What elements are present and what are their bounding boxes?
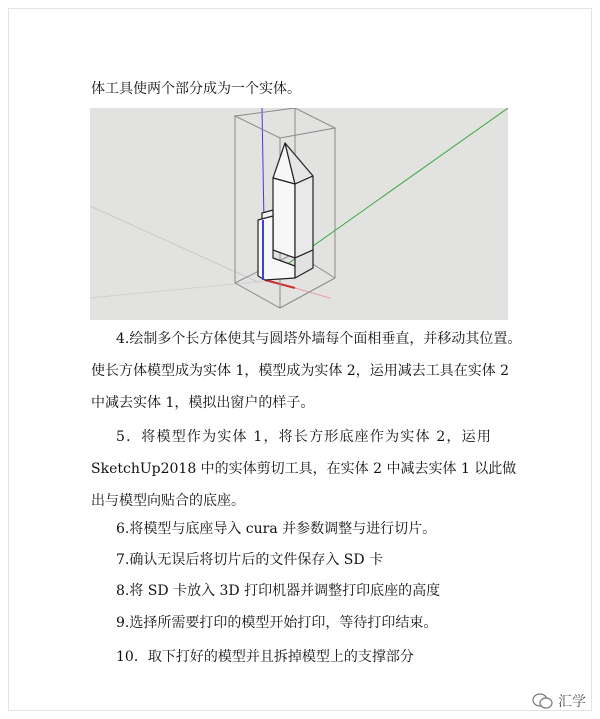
- model-figure: [90, 108, 508, 320]
- watermark-text: 汇学: [558, 694, 586, 710]
- wechat-icon: [532, 692, 554, 710]
- step-8: 8.将 SD 卡放入 3D 打印机器并调整打印底座的高度: [116, 583, 441, 599]
- step-9: 9.选择所需要打印的模型开始打印，等待打印结束。: [116, 615, 438, 631]
- step-6: 6.将模型与底座导入 cura 并参数调整与进行切片。: [116, 521, 437, 537]
- watermark: [532, 691, 586, 711]
- step-4-line-2: 使长方体模型成为实体 1，模型成为实体 2，运用减去工具在实体 2: [91, 363, 510, 379]
- step-4-line-3: 中减去实体 1，模拟出窗户的样子。: [91, 395, 315, 411]
- step-5-line-1: 5．将模型作为实体 1，将长方形底座作为实体 2，运用: [116, 429, 493, 445]
- step-5-line-2: SketchUp2018 中的实体剪切工具，在实体 2 中减去实体 1 以此做: [91, 461, 517, 477]
- sketchup-3d-model-icon: [90, 108, 508, 320]
- step-10: 10．取下打好的模型并且拆掉模型上的支撑部分: [116, 649, 414, 665]
- step-4-line-1: 4.绘制多个长方体使其与圆塔外墙每个面相垂直，并移动其位置。: [116, 331, 522, 347]
- step-7: 7.确认无误后将切片后的文件保存入 SD 卡: [116, 552, 384, 568]
- step-5-line-3: 出与模型向贴合的底座。: [91, 493, 245, 509]
- intro-text: 体工具使两个部分成为一个实体。: [91, 81, 301, 97]
